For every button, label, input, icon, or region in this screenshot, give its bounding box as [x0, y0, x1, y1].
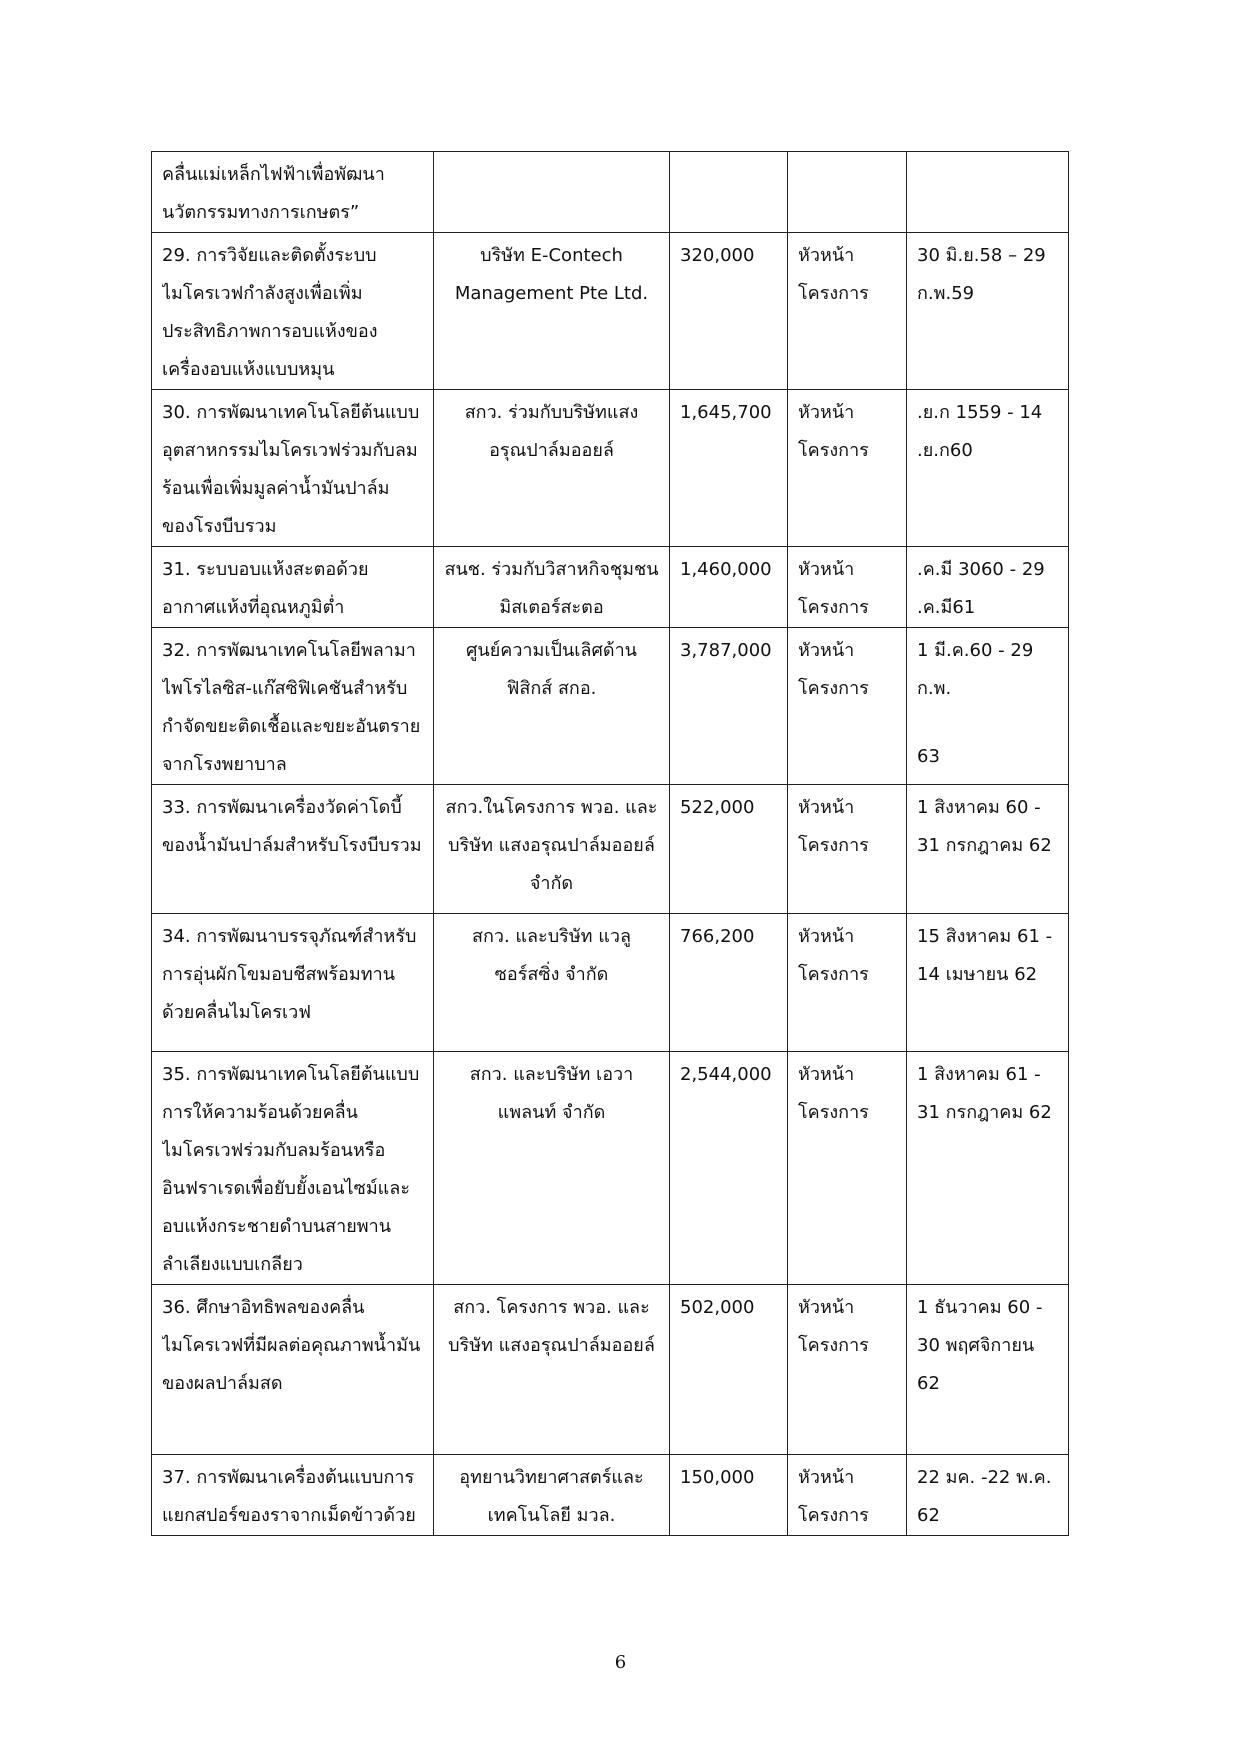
cell-line: 30 พฤศจิกายน	[917, 1335, 1035, 1356]
cell-line: สกว. และบริษัท เอวา	[469, 1064, 634, 1085]
role-cell	[788, 785, 907, 914]
cell-line: ไมโครเวฟกำลังสูงเพื่อเพิ่ม	[162, 283, 363, 304]
cell-line: ก.พ.59	[917, 283, 975, 304]
budget-cell	[670, 1285, 788, 1455]
table-row	[152, 1052, 1069, 1285]
cell-line: 63	[917, 746, 940, 767]
project-title-cell	[152, 914, 434, 1052]
cell-line: ไมโครเวฟร่วมกับลมร้อนหรือ	[162, 1140, 386, 1161]
cell-line: 35. การพัฒนาเทคโนโลยีต้นแบบ	[162, 1064, 420, 1085]
table-row	[152, 785, 1069, 914]
cell-line: อุทยานวิทยาศาสตร์และ	[459, 1467, 644, 1488]
cell-line: .ย.ก 1559 - 14	[917, 402, 1043, 423]
cell-line: 1 มี.ค.60 - 29	[917, 640, 1034, 661]
cell-line: โครงการ	[798, 1102, 869, 1123]
cell-line: 32. การพัฒนาเทคโนโลยีพลามา	[162, 640, 416, 661]
table-row	[152, 547, 1069, 628]
cell-line: โครงการ	[798, 283, 869, 304]
cell-line: .ค.มี61	[917, 597, 976, 618]
table-row	[152, 628, 1069, 785]
cell-line: Management Pte Ltd.	[454, 283, 649, 304]
cell-line: ของผลปาล์มสด	[162, 1373, 283, 1394]
cell-line: บริษัท E-Contech	[480, 245, 623, 266]
period-cell	[907, 1052, 1069, 1285]
cell-line: จำกัด	[529, 873, 574, 894]
partner-cell	[434, 390, 670, 547]
cell-line: อินฟราเรดเพื่อยับยั้งเอนไซม์และ	[162, 1178, 410, 1199]
role-cell	[788, 152, 907, 233]
cell-value: 2,544,000	[680, 1064, 772, 1085]
cell-line: บริษัท แสงอรุณปาล์มออยล์	[448, 1335, 655, 1356]
period-cell	[907, 233, 1069, 390]
period-cell	[907, 152, 1069, 233]
project-title-cell	[152, 785, 434, 914]
cell-line: ไพโรไลซิส-แก๊สซิฟิเคชันสำหรับ	[162, 678, 408, 699]
role-cell	[788, 914, 907, 1052]
role-cell	[788, 390, 907, 547]
cell-line: 1 สิงหาคม 61 -	[917, 1064, 1041, 1085]
cell-line: โครงการ	[798, 678, 869, 699]
cell-line: การอุ่นผักโขมอบชีสพร้อมทาน	[162, 964, 395, 985]
project-title-cell	[152, 1052, 434, 1285]
partner-cell	[434, 914, 670, 1052]
cell-line: หัวหน้า	[798, 1064, 855, 1085]
cell-line: 31 กรกฎาคม 62	[917, 835, 1052, 856]
role-cell	[788, 628, 907, 785]
role-cell	[788, 1052, 907, 1285]
cell-line: หัวหน้า	[798, 640, 855, 661]
cell-value: 320,000	[680, 245, 755, 266]
table-row	[152, 233, 1069, 390]
table-row	[152, 1285, 1069, 1455]
cell-value: 1,645,700	[680, 402, 772, 423]
budget-cell	[670, 152, 788, 233]
period-cell	[907, 785, 1069, 914]
period-cell	[907, 547, 1069, 628]
cell-line: 31. ระบบอบแห้งสะตอด้วย	[162, 559, 369, 580]
period-cell	[907, 628, 1069, 785]
project-title-cell	[152, 1455, 434, 1536]
cell-line: การให้ความร้อนด้วยคลื่น	[162, 1102, 358, 1123]
cell-value: 502,000	[680, 1297, 755, 1318]
budget-cell	[670, 628, 788, 785]
cell-line: ศูนย์ความเป็นเลิศด้าน	[466, 640, 637, 661]
period-cell	[907, 1285, 1069, 1455]
cell-line: .ค.มี 3060 - 29	[917, 559, 1045, 580]
project-title-cell	[152, 547, 434, 628]
cell-line: หัวหน้า	[798, 1467, 855, 1488]
cell-line: 1 ธันวาคม 60 -	[917, 1297, 1043, 1318]
cell-line: 62	[917, 1373, 940, 1394]
cell-line: โครงการ	[798, 835, 869, 856]
cell-line: ฟิสิกส์ สกอ.	[506, 678, 597, 699]
cell-line: โครงการ	[798, 964, 869, 985]
period-cell	[907, 914, 1069, 1052]
cell-line: คลื่นแม่เหล็กไฟฟ้าเพื่อพัฒนา	[162, 164, 385, 185]
project-title-cell	[152, 233, 434, 390]
cell-line: โครงการ	[798, 440, 869, 461]
cell-value: 766,200	[680, 926, 755, 947]
cell-line: อากาศแห้งที่อุณหภูมิต่ำ	[162, 597, 345, 618]
projects-table-body	[152, 152, 1069, 1536]
cell-line: โครงการ	[798, 1505, 869, 1526]
cell-line: สกว. ร่วมกับบริษัทแสง	[464, 402, 639, 423]
cell-value: 150,000	[680, 1467, 755, 1488]
cell-line: 15 สิงหาคม 61 -	[917, 926, 1053, 947]
cell-line: บริษัท แสงอรุณปาล์มออยล์	[448, 835, 655, 856]
cell-line: ด้วยคลื่นไมโครเวฟ	[162, 1002, 312, 1023]
cell-line: 1 สิงหาคม 60 -	[917, 797, 1041, 818]
cell-line: หัวหน้า	[798, 797, 855, 818]
cell-line: หัวหน้า	[798, 402, 855, 423]
budget-cell	[670, 233, 788, 390]
cell-line: โครงการ	[798, 597, 869, 618]
cell-line: ไมโครเวฟที่มีผลต่อคุณภาพน้ำมัน	[162, 1335, 421, 1356]
cell-value: 522,000	[680, 797, 755, 818]
cell-line: 29. การวิจัยและติดตั้งระบบ	[162, 245, 377, 266]
role-cell	[788, 1455, 907, 1536]
cell-line: โครงการ	[798, 1335, 869, 1356]
cell-line: อรุณปาล์มออยล์	[489, 440, 614, 461]
page-number: 6	[614, 1652, 627, 1673]
budget-cell	[670, 1455, 788, 1536]
partner-cell	[434, 785, 670, 914]
project-title-cell	[152, 152, 434, 233]
cell-line: 30. การพัฒนาเทคโนโลยีต้นแบบ	[162, 402, 420, 423]
partner-cell	[434, 628, 670, 785]
cell-line: ของโรงบีบรวม	[162, 516, 277, 537]
role-cell	[788, 233, 907, 390]
cell-line: ซอร์สซิ่ง จำกัด	[494, 964, 609, 985]
cell-line: สนช. ร่วมกับวิสาหกิจชุมชน	[444, 559, 659, 580]
role-cell	[788, 1285, 907, 1455]
cell-line: 31 กรกฎาคม 62	[917, 1102, 1052, 1123]
partner-cell	[434, 152, 670, 233]
partner-cell	[434, 547, 670, 628]
cell-line: จากโรงพยาบาล	[162, 754, 287, 775]
cell-line: 33. การพัฒนาเครื่องวัดค่าโดบี้	[162, 797, 402, 818]
project-title-cell	[152, 390, 434, 547]
period-cell	[907, 390, 1069, 547]
cell-line: อบแห้งกระชายดำบนสายพาน	[162, 1216, 392, 1237]
table-row	[152, 390, 1069, 547]
cell-line: 22 มค. -22 พ.ค.	[917, 1467, 1052, 1488]
cell-value: 1,460,000	[680, 559, 772, 580]
cell-line: อุตสาหกรรมไมโครเวฟร่วมกับลม	[162, 440, 418, 461]
budget-cell	[670, 1052, 788, 1285]
project-title-cell	[152, 628, 434, 785]
cell-line: สกว. โครงการ พวอ. และ	[453, 1297, 650, 1318]
cell-line: สกว.ในโครงการ พวอ. และ	[445, 797, 658, 818]
partner-cell	[434, 1285, 670, 1455]
budget-cell	[670, 390, 788, 547]
partner-cell	[434, 1455, 670, 1536]
cell-line: ของน้ำมันปาล์มสำหรับโรงบีบรวม	[162, 835, 422, 856]
cell-line: หัวหน้า	[798, 1297, 855, 1318]
partner-cell	[434, 1052, 670, 1285]
cell-line: หัวหน้า	[798, 245, 855, 266]
table-row	[152, 1455, 1069, 1536]
cell-line: แยกสปอร์ของราจากเม็ดข้าวด้วย	[162, 1505, 416, 1526]
cell-line: ร้อนเพื่อเพิ่มมูลค่าน้ำมันปาล์ม	[162, 478, 390, 499]
cell-line: แพลนท์ จำกัด	[497, 1102, 606, 1123]
projects-table	[151, 151, 1069, 1536]
cell-line: 34. การพัฒนาบรรจุภัณฑ์สำหรับ	[162, 926, 417, 947]
cell-line: ลำเลียงแบบเกลียว	[162, 1254, 303, 1275]
project-title-cell	[152, 1285, 434, 1455]
cell-line: สกว. และบริษัท แวลู	[471, 926, 632, 947]
line-gap	[917, 708, 1058, 738]
cell-line: ประสิทธิภาพการอบแห้งของ	[162, 321, 378, 342]
cell-line: 36. ศึกษาอิทธิพลของคลื่น	[162, 1297, 365, 1318]
budget-cell	[670, 785, 788, 914]
table-row	[152, 152, 1069, 233]
cell-line: หัวหน้า	[798, 559, 855, 580]
partner-cell	[434, 233, 670, 390]
cell-line: .ย.ก60	[917, 440, 973, 461]
cell-line: หัวหน้า	[798, 926, 855, 947]
cell-line: 14 เมษายน 62	[917, 964, 1038, 985]
role-cell	[788, 547, 907, 628]
cell-line: 62	[917, 1505, 940, 1526]
budget-cell	[670, 547, 788, 628]
table-row	[152, 914, 1069, 1052]
budget-cell	[670, 914, 788, 1052]
cell-line: 37. การพัฒนาเครื่องต้นแบบการ	[162, 1467, 415, 1488]
cell-line: เทคโนโลยี มวล.	[487, 1505, 616, 1526]
cell-line: กำจัดขยะติดเชื้อและขยะอันตราย	[162, 716, 421, 737]
cell-value: 3,787,000	[680, 640, 772, 661]
cell-line: มิสเตอร์สะตอ	[499, 597, 604, 618]
cell-line: 30 มิ.ย.58 – 29	[917, 245, 1046, 266]
period-cell	[907, 1455, 1069, 1536]
cell-line: เครื่องอบแห้งแบบหมุน	[162, 359, 335, 380]
cell-line: นวัตกรรมทางการเกษตร”	[162, 202, 360, 223]
cell-line: ก.พ.	[917, 678, 952, 699]
